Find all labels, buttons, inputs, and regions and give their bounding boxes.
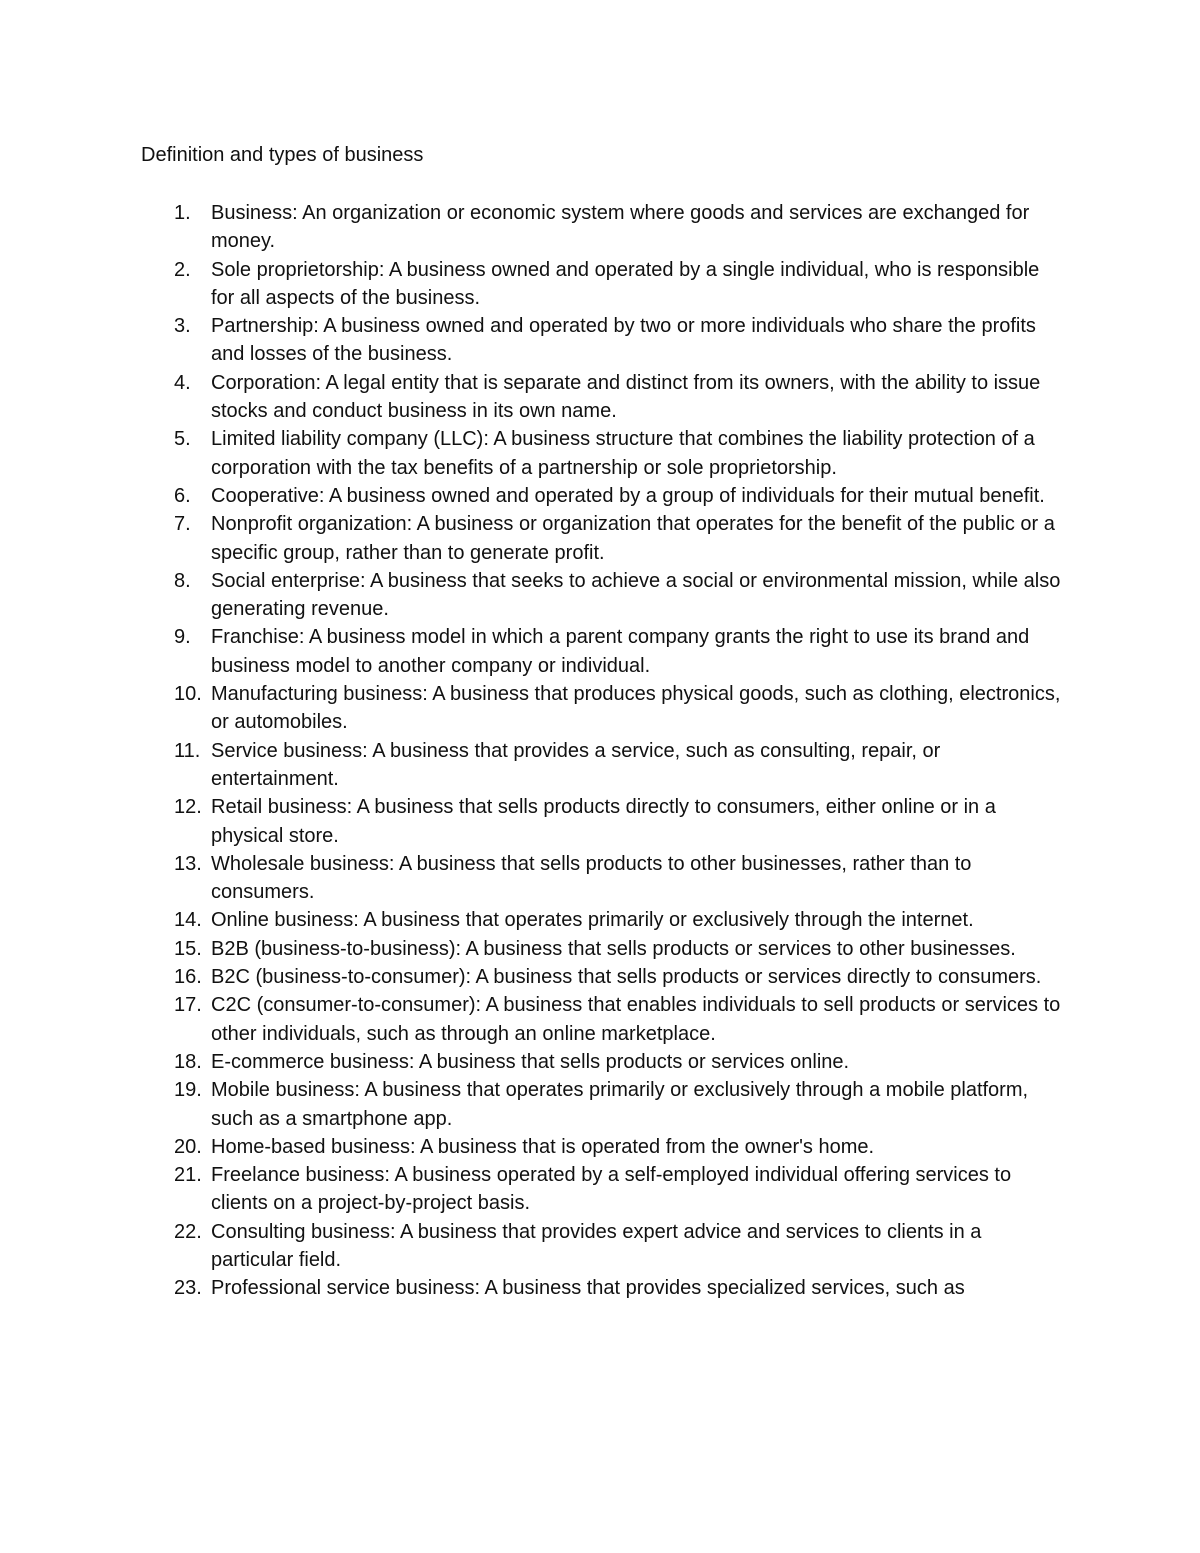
list-item-text: Partnership: A business owned and operated by two or more individuals who share the profits and losses of the business. [211,315,1036,366]
list-item-number: 7. [174,513,191,536]
list-item [0,1133,1200,1161]
list-item-text: Business: An organization or economic system where goods and services are exchanged for money. [211,202,1030,253]
list-item [0,482,1200,510]
list-item-number: 21. [174,1164,202,1187]
list-item [0,1161,1200,1218]
list-item-number: 13. [174,852,202,875]
list-item-number: 19. [174,1079,202,1102]
list-item [0,850,1200,907]
list-item-number: 18. [174,1050,202,1073]
list-item [0,906,1200,934]
list-item [0,680,1200,737]
list-item [0,567,1200,624]
list-item [0,312,1200,369]
list-item-number: 2. [174,258,191,281]
list-item-text: Sole proprietorship: A business owned and operated by a single individual, who is responsible for all aspects of the business. [211,258,1040,309]
list-item [0,737,1200,794]
list-item-text: Professional service business: A business that provides specialized services, such as [211,1277,965,1300]
list-item-number: 17. [174,994,202,1017]
list-item [0,1048,1200,1076]
list-item-text: Wholesale business: A business that sells products to other businesses, rather than to consumers. [211,852,972,904]
list-item-text: B2C (business-to-consumer): A business that sells products or services directly to consumers. [211,966,1042,989]
list-item-text: Consulting business: A business that provides expert advice and services to clients in a particular field. [211,1220,982,1271]
list-item-text: Franchise: A business model in which a parent company grants the right to use its brand and business model to another company or individual. [211,626,1030,677]
list-item-number: 11. [174,739,201,762]
list-item [0,1218,1200,1275]
list-item-text: Freelance business: A business operated by a self-employed individual offering services to clients on a project-by-project basis. [211,1164,1012,1215]
list-item-number: 4. [174,371,191,394]
list-item [0,1274,1200,1302]
list-item-text: E-commerce business: A business that sells products or services online. [211,1050,850,1073]
list-item [0,199,1200,256]
list-item-number: 16. [174,966,202,989]
list-item-text: Cooperative: A business owned and operated by a group of individuals for their mutual benefit. [211,484,1045,507]
list-item-number: 5. [174,428,191,451]
list-item-number: 3. [174,315,191,338]
list-item-number: 15. [174,937,202,960]
list-item-text: Online business: A business that operates primarily or exclusively through the internet. [211,909,974,932]
list-item [0,935,1200,963]
list-item [0,256,1200,313]
list-item [0,623,1200,680]
list-item-text: Mobile business: A business that operates primarily or exclusively through a mobile platform, such as a smartphone app. [211,1079,1029,1130]
list-item [0,369,1200,426]
list-item-text: Service business: A business that provides a service, such as consulting, repair, or entertainment. [211,739,941,790]
list-item [0,991,1200,1048]
list-item-number: 8. [174,569,191,592]
list-item-text: B2B (business-to-business): A business that sells products or services to other businesses. [211,937,1016,960]
list-item [0,425,1200,482]
list-item [0,510,1200,567]
list-item-text: Corporation: A legal entity that is separate and distinct from its owners, with the ability to issue stocks and conduct business in its own name. [211,371,1041,423]
list-item-number: 9. [174,626,191,649]
list-item-number: 20. [174,1135,202,1158]
list-item-number: 6. [174,484,191,507]
list-item-number: 10. [174,683,202,706]
list-item-text: Nonprofit organization: A business or organization that operates for the benefit of the public or a specific group, rather than to generate profit. [211,513,1055,564]
document-title: Definition and types of business [141,144,424,166]
list-item-number: 12. [174,796,202,819]
list-item [0,1076,1200,1133]
list-item-number: 22. [174,1220,202,1243]
list-item [0,963,1200,991]
definition-list [0,199,1200,1303]
list-item [0,793,1200,850]
list-item-number: 1. [174,202,191,224]
list-item-number: 14. [174,909,202,932]
list-item-text: Home-based business: A business that is operated from the owner's home. [211,1135,875,1158]
list-item-number: 23. [174,1277,202,1300]
list-item-text: Limited liability company (LLC): A business structure that combines the liability protection of a corporation with the tax benefits of a partnership or sole proprietorship. [211,428,1035,479]
list-item-text: Social enterprise: A business that seeks to achieve a social or environmental mission, while also generating revenue. [211,569,1061,621]
list-item-text: Retail business: A business that sells products directly to consumers, either online or in a physical store. [211,796,996,847]
list-item-text: Manufacturing business: A business that produces physical goods, such as clothing, electronics, or automobiles. [211,683,1061,734]
list-item-text: C2C (consumer-to-consumer): A business that enables individuals to sell products or services to other individuals, such as through an online marketplace. [211,994,1061,1045]
